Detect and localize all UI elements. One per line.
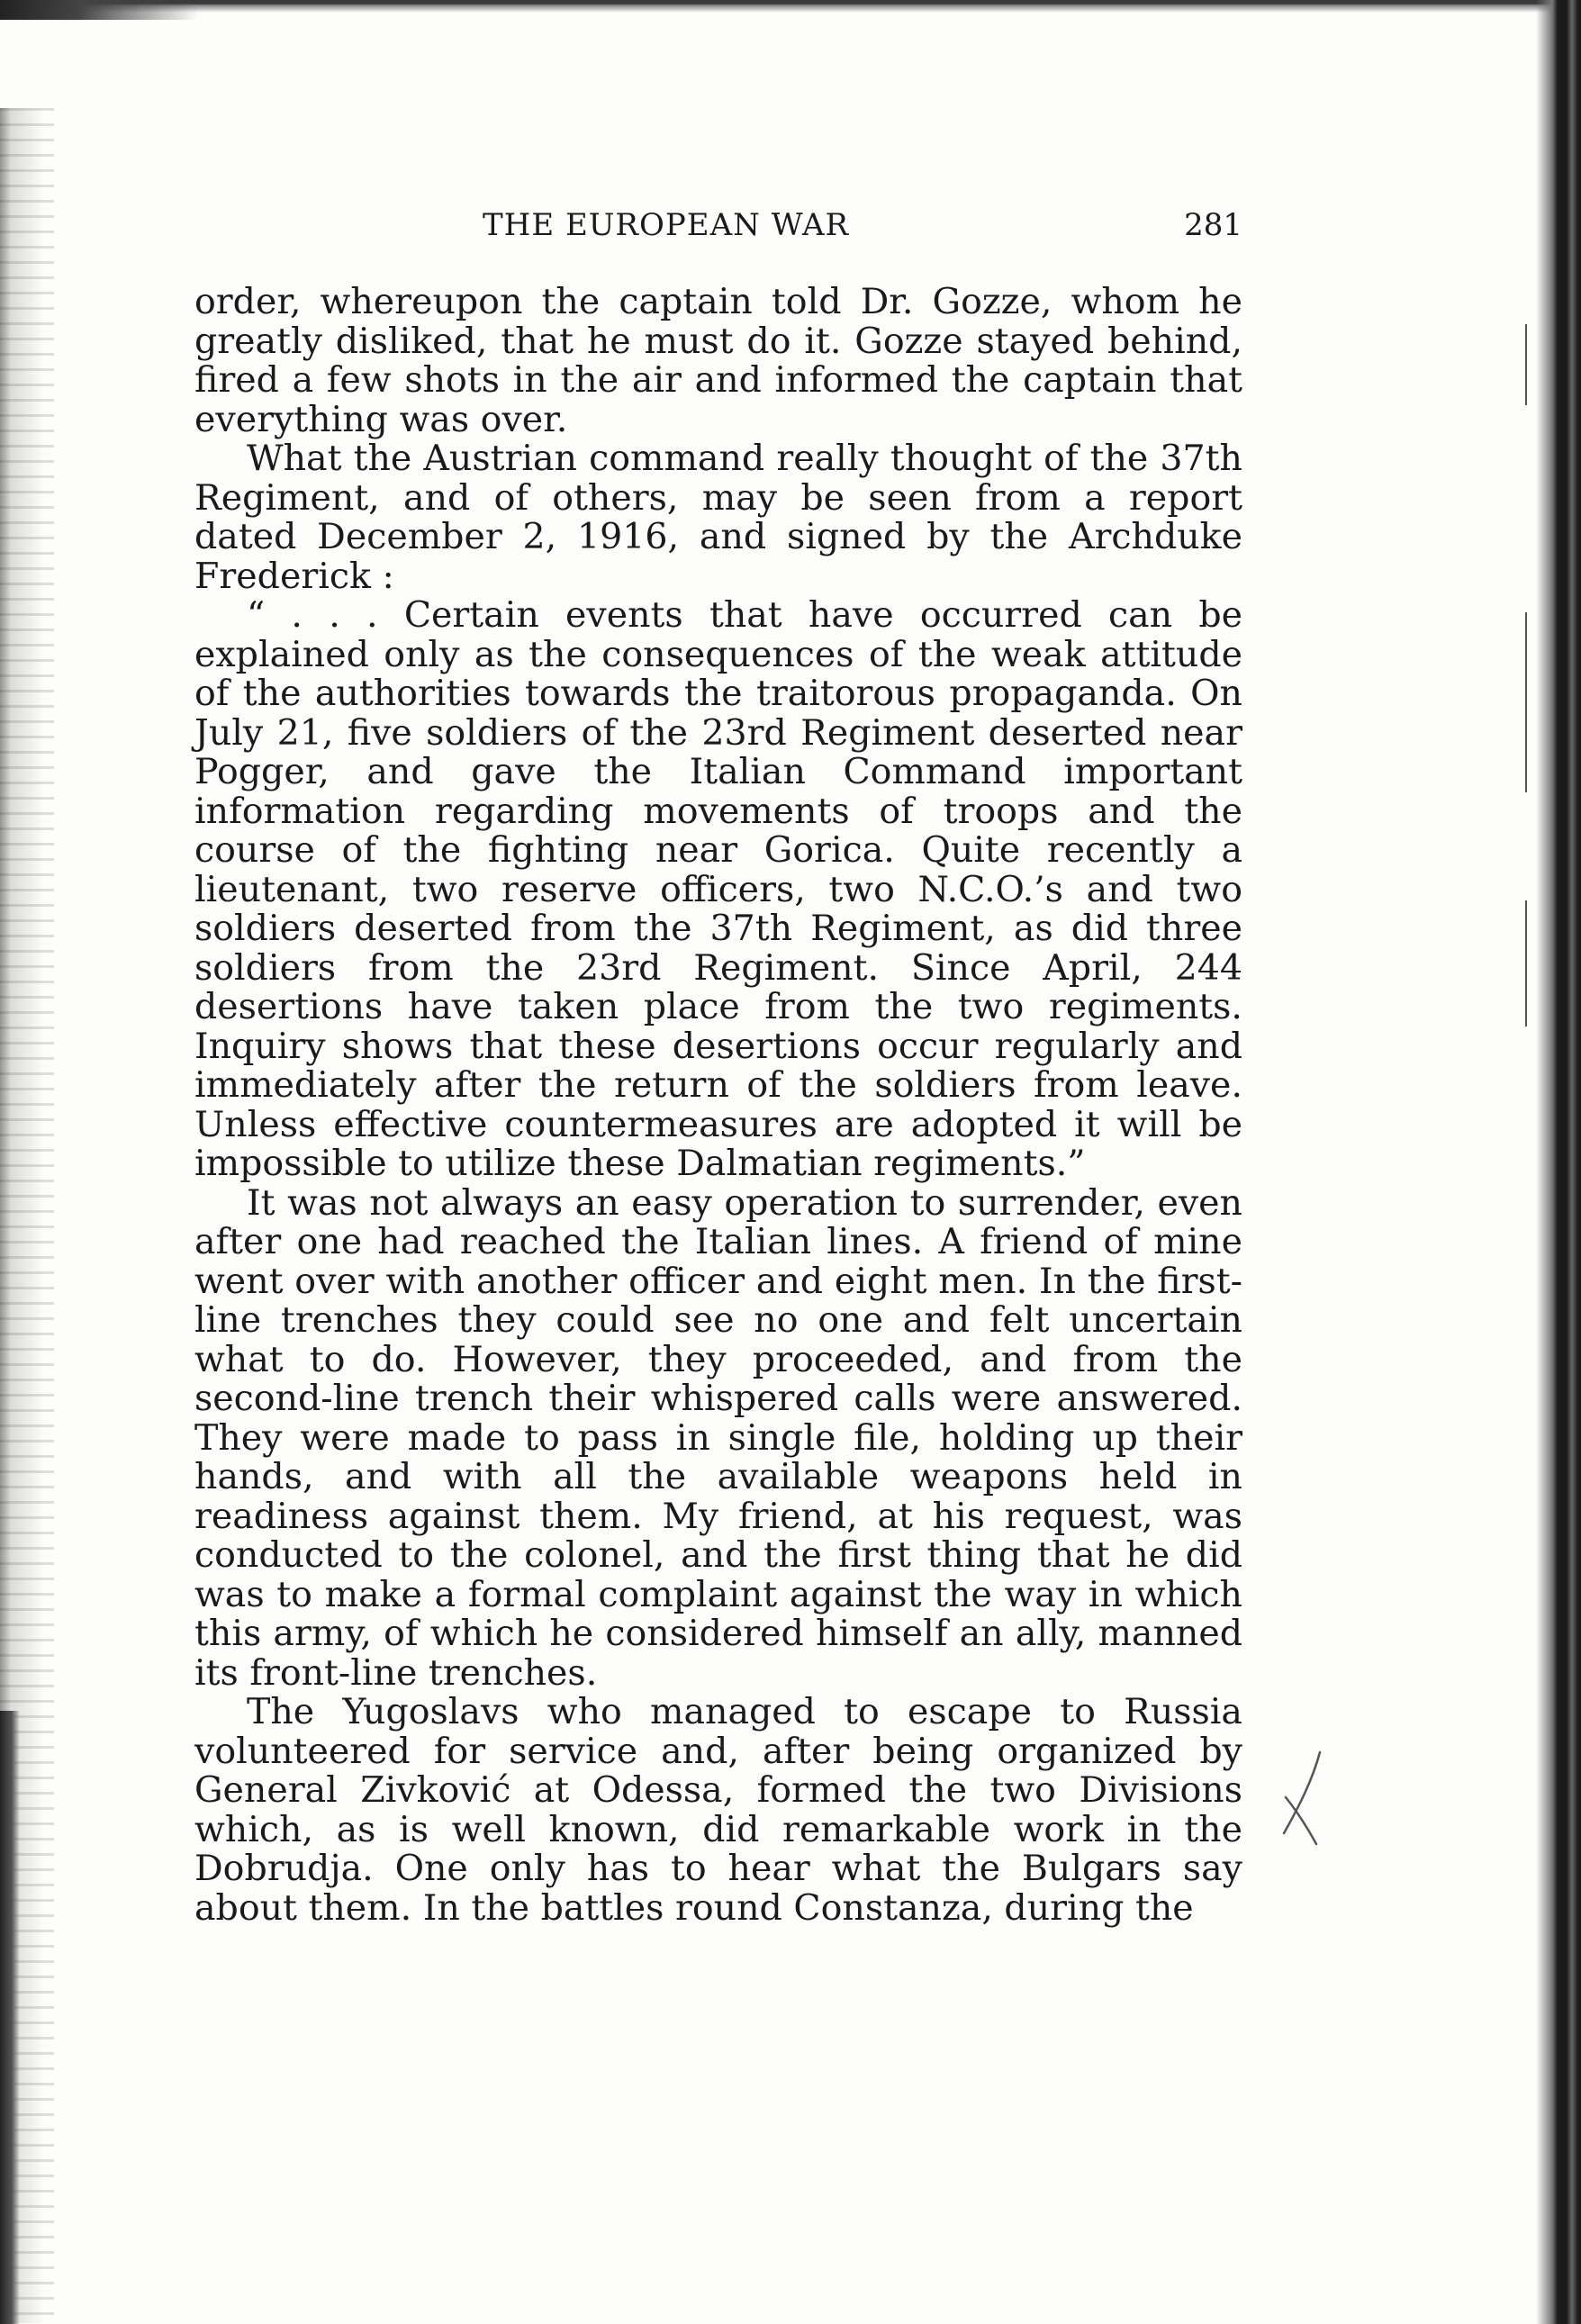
page-number: 281 [1184, 207, 1242, 243]
running-head: THE EUROPEAN WAR [483, 207, 850, 243]
body-text [194, 283, 1242, 1928]
scan-left-edge-shadow [0, 1711, 20, 2324]
scan-top-edge [0, 0, 1581, 27]
paragraph-4: It was not always an easy operation to surrender, even after one had reached the Italian lines. A friend of mine went over with another officer and eight men. In the first-line trenches they could see no one and felt uncertain what to do. However, they proceeded, and from the second-line trench their whispered calls were answered. They were made to pass in single file, holding up their hands, and with all the available weapons held in readiness against them. My friend, at his request, was conducted to the colonel, and the first thing that he did was to make a formal complaint against the way in which this army, of which he considered himself an ally, manned its front-line trenches. [194, 1181, 1242, 1694]
paragraph-5: The Yugoslavs who managed to escape to Russia volunteered for service and, after being organized by General Zivković at Odessa, formed the two Divisions which, as is well known, did remarkable work in the Dobrudja. One only has to hear what the Bulgars say about them. In the battles round Constanza, during the [194, 1691, 1242, 1929]
margin-pencil-mark [1277, 1743, 1331, 1851]
page-header [194, 207, 1242, 258]
scan-right-mark [1525, 324, 1527, 405]
scan-right-mark [1525, 612, 1527, 792]
paragraph-2: What the Austrian command really thought of the 37th Regiment, and of others, may be seen from a report dated December 2, 1916, and signed by the Archduke Frederick : [194, 438, 1242, 597]
scan-right-mark [1525, 900, 1527, 1026]
paragraph-3-quotation: “ . . . Certain events that have occurred can be explained only as the consequences of the weak attitude of the authorities towards the traitorous propaganda. On July 21, five soldiers of the 23rd Regiment deserted near Pogger, and gave the Italian Command important information regarding movements of troops and the course of the fighting near Gorica. Quite recently a lieutenant, two reserve officers, two N.C.O.’s and two soldiers deserted from the 37th Regiment, as did three soldiers from the 23rd Regiment. Since April, 244 desertions have taken place from the two regiments. Inquiry shows that these desertions occur regularly and immediately after the return of the soldiers from leave. Unless effective countermeasures are adopted it will be impossible to utilize these Dalmatian regiments.” [194, 594, 1242, 1184]
scan-right-edge [1536, 0, 1581, 2324]
paragraph-1: order, whereupon the captain told Dr. Gozze, whom he greatly disliked, that he must do it. Gozze stayed behind, fired a few shots in the air and informed the captain that everything was over. [194, 281, 1242, 440]
